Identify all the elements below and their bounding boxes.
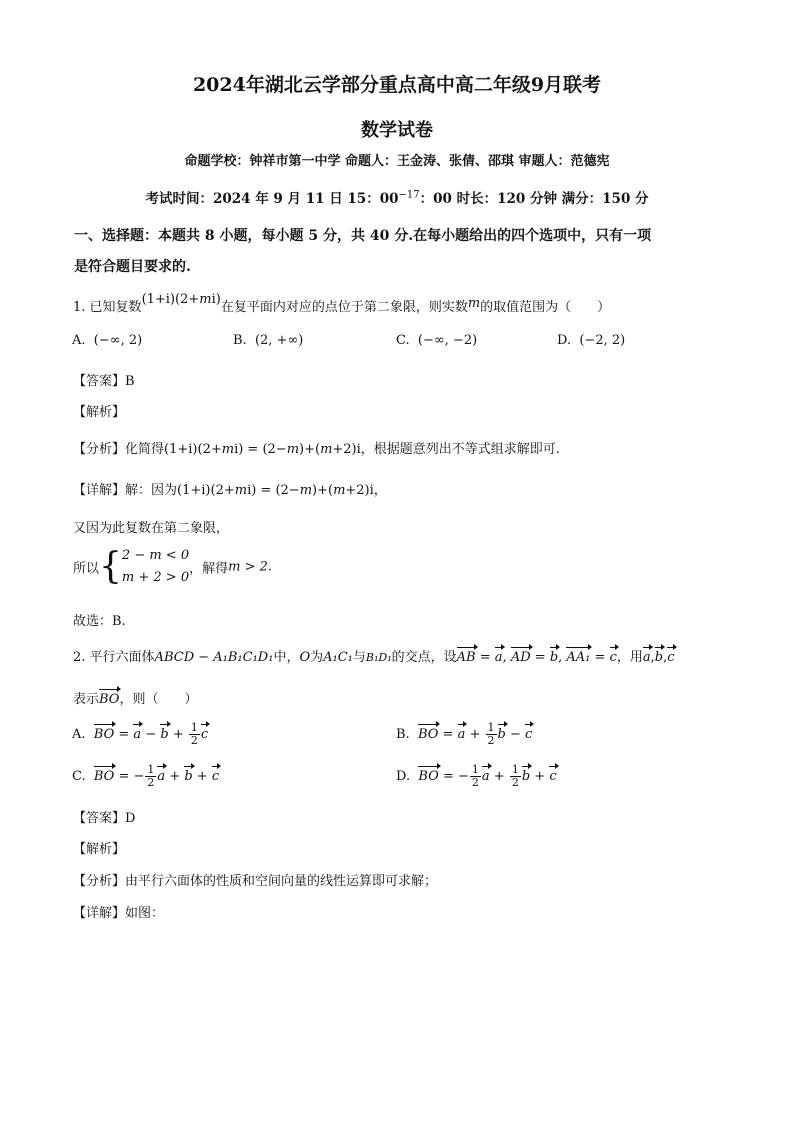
q1-xiangjie-a: 解：因为 bbox=[125, 483, 178, 498]
q1-xiangjie-tag: 【详解】 bbox=[73, 483, 126, 498]
q1-option-a-label: A. bbox=[72, 333, 86, 348]
exam-info-start: 考试时间：2024 年 9 月 11 日 15：00 bbox=[145, 191, 399, 207]
q2-vec-bo: BO bbox=[99, 692, 120, 707]
q1-suoyi: 所以 bbox=[73, 561, 100, 577]
q2-option-d[interactable]: D. BO = − $\frac{1}{2}$ a + $\frac{1}{2}$ b + c bbox=[396, 763, 557, 789]
q1-option-b-label: B. bbox=[233, 333, 247, 348]
q2-stem-f: ，用 bbox=[616, 650, 643, 665]
q1-solve-a: ，解得 bbox=[189, 561, 229, 577]
q2-xiangjie bbox=[73, 902, 164, 921]
q2-stem-d: 与 bbox=[352, 650, 366, 665]
q2-fenxi-text: 由平行六面体的性质和空间向量的线性运算即可求解； bbox=[125, 874, 438, 889]
exam-info-dash: −17 bbox=[398, 189, 420, 201]
q1-fenxi-expr: (1+i)(2+mi) = (2−m)+(m+2)i bbox=[164, 442, 361, 457]
exam-title: 2024年湖北云学部分重点高中高二年级9月联考 bbox=[192, 74, 602, 96]
q1-option-c-value: (−∞, −2) bbox=[417, 333, 478, 348]
q2-answer-value: D bbox=[125, 811, 136, 826]
q2-bd: B₁D₁ bbox=[365, 651, 392, 664]
q1-xiangjie bbox=[73, 479, 387, 498]
q2-fenxi-tag: 【分析】 bbox=[73, 874, 126, 889]
q2-stem-c: 为 bbox=[310, 650, 324, 665]
q2-answer-tag: 【答案】 bbox=[73, 811, 126, 826]
q1-answer bbox=[73, 370, 135, 389]
q1-complex-expr: (1+i)(2+mi) bbox=[141, 292, 221, 307]
q2-point-o: O bbox=[299, 650, 311, 665]
q2-stem-a: 平行六面体 bbox=[89, 650, 155, 665]
exam-info-end: ：00 时长：120 分钟 满分：150 分 bbox=[419, 191, 649, 207]
q1-fenxi-tag: 【分析】 bbox=[73, 442, 126, 457]
q2-stem-b: 中， bbox=[273, 650, 300, 665]
q1-stem bbox=[73, 292, 611, 315]
q1-number: 1. bbox=[73, 300, 86, 315]
q2-option-a-label: A. bbox=[72, 727, 86, 742]
q1-line-again: 又因为此复数在第二象限， bbox=[73, 521, 230, 536]
q1-option-a-value: (−∞, 2) bbox=[93, 333, 143, 348]
q2-option-c-label: C. bbox=[72, 769, 86, 784]
q1-option-b-value: (2, +∞) bbox=[254, 333, 304, 348]
q2-stem-line1: 2. 平行六面体ABCD − A₁B₁C₁D₁中，O为A₁C₁与B₁D₁的交点，设AB = a, AD = b, AA₁ = c，用a,b,c bbox=[73, 650, 675, 665]
q1-xiangjie-expr: (1+i)(2+mi) = (2−m)+(m+2)i bbox=[177, 483, 374, 498]
q1-option-c-label: C. bbox=[396, 333, 410, 348]
q1-ineq2: m + 2 > 0 bbox=[121, 570, 190, 585]
q2-vec-a-2: a bbox=[642, 650, 651, 665]
q1-stem-c: 的取值范围为（ ） bbox=[480, 300, 611, 315]
q1-answer-value: B bbox=[125, 374, 135, 389]
q1-answer-tag: 【答案】 bbox=[73, 374, 126, 389]
exam-authors: 命题学校：钟祥市第一中学 命题人：王金涛、张倩、邵琪 审题人：范德宪 bbox=[184, 154, 610, 169]
q2-ac: A₁C₁ bbox=[323, 650, 353, 665]
exam-subtitle: 数学试卷 bbox=[361, 120, 433, 141]
q2-answer bbox=[73, 807, 135, 826]
q1-option-a[interactable] bbox=[72, 333, 142, 348]
q1-solve-b: m > 2 bbox=[228, 559, 268, 575]
q1-option-d-value: (−2, 2) bbox=[579, 333, 626, 348]
q2-xiangjie-tag: 【详解】 bbox=[73, 906, 126, 921]
q1-option-b[interactable] bbox=[233, 333, 303, 348]
q2-vec-c-2: c bbox=[667, 650, 675, 665]
q2-stem-e: 的交点，设 bbox=[391, 650, 457, 665]
q2-option-d-bo: BO bbox=[418, 769, 439, 784]
q1-stem-b: 在复平面内对应的点位于第二象限，则实数 bbox=[220, 300, 468, 315]
q2-option-c[interactable]: C. BO = − $\frac{1}{2}$ a + b + c bbox=[72, 763, 220, 789]
q1-var-m: m bbox=[467, 296, 481, 311]
q2-stem-h: ，则（ ） bbox=[119, 692, 198, 707]
section-heading-line2: 是符合题目要求的. bbox=[74, 259, 191, 275]
q2-stem-line2 bbox=[73, 688, 197, 707]
q1-fenxi bbox=[73, 438, 560, 457]
q2-vec-c: c bbox=[609, 650, 617, 665]
q2-option-c-bo: BO bbox=[93, 769, 115, 784]
q2-vec-ab: AB bbox=[456, 650, 476, 665]
q2-option-d-label: D. bbox=[396, 769, 411, 784]
q1-fenxi-b: ，根据题意列出不等式组求解即可. bbox=[360, 442, 560, 457]
q2-vec-b-2: b bbox=[654, 650, 664, 665]
q2-option-a[interactable]: A. BO = a − b + $\frac{1}{2}$ c bbox=[72, 721, 209, 747]
q2-vec-a: a bbox=[494, 650, 503, 665]
q2-body: ABCD − A₁B₁C₁D₁ bbox=[154, 650, 274, 665]
q1-guxuan: 故选：B. bbox=[73, 614, 126, 629]
q1-analysis-tag: 【解析】 bbox=[73, 405, 126, 420]
q2-option-a-bo: BO bbox=[93, 727, 115, 742]
q1-system bbox=[73, 545, 272, 589]
q2-xiangjie-text: 如图： bbox=[125, 906, 165, 921]
q2-fenxi bbox=[73, 870, 437, 889]
q1-stem-a: 已知复数 bbox=[89, 300, 142, 315]
q2-option-b-bo: BO bbox=[417, 727, 439, 742]
left-brace-icon: { bbox=[99, 546, 122, 587]
q2-analysis-tag: 【解析】 bbox=[73, 842, 126, 857]
q2-number: 2. bbox=[73, 650, 86, 665]
q2-option-b[interactable]: B. BO = a + $\frac{1}{2}$ b − c bbox=[396, 721, 533, 747]
q1-option-c[interactable] bbox=[396, 333, 477, 348]
q2-vec-ad: AD bbox=[510, 650, 531, 665]
q1-ineq1: 2 − m < 0 bbox=[121, 548, 190, 563]
q1-option-d-label: D. bbox=[557, 333, 572, 348]
q2-vec-aa1: AA₁ bbox=[566, 650, 591, 665]
section-heading-line1: 一、选择题：本题共 8 小题，每小题 5 分，共 40 分.在每小题给出的四个选项中，只有一项 bbox=[74, 228, 652, 244]
q2-vec-b: b bbox=[549, 650, 559, 665]
q1-option-d[interactable] bbox=[557, 333, 625, 348]
exam-info bbox=[0, 187, 794, 207]
q1-fenxi-a: 化简得 bbox=[125, 442, 165, 457]
q1-inequalities bbox=[122, 545, 189, 589]
q1-solve-c: . bbox=[267, 559, 273, 575]
q2-option-b-label: B. bbox=[396, 727, 410, 742]
q2-stem-g: 表示 bbox=[73, 692, 100, 707]
q1-xiangjie-b: ， bbox=[373, 483, 387, 498]
